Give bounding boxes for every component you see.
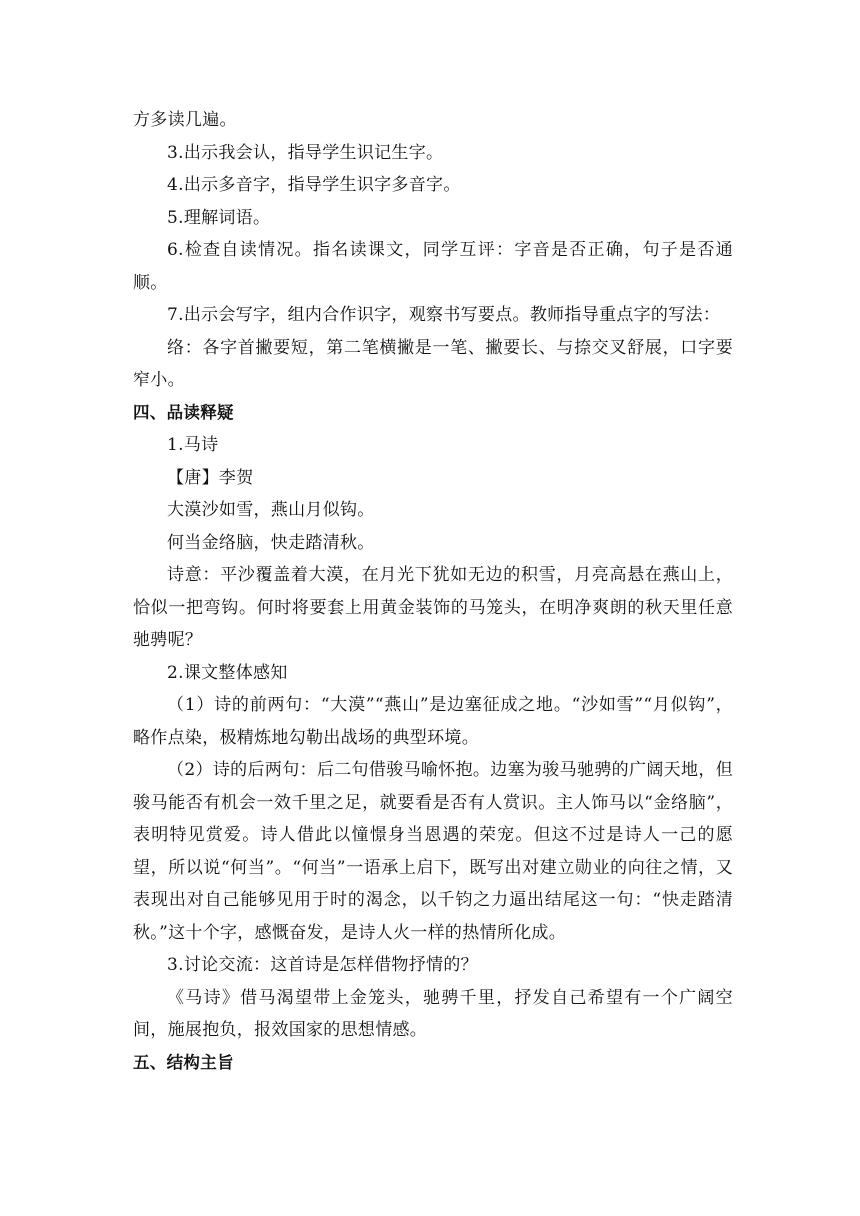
discussion-label: 3.讨论交流：这首诗是怎样借物抒情的？ — [167, 955, 478, 975]
poem-line-2: 何当金络脑，快走踏清秋。 — [167, 532, 375, 553]
writing-note: 络：各字首撇要短，第二笔横撇是一笔、撇要长、与捺交叉舒展，口字要窄小。 — [133, 337, 733, 390]
step-6: 6.检查自读情况。指名读课文，同学互评：字音是否正确，句子是否通顺。 — [133, 240, 733, 293]
step-7: 7.出示会写字，组内合作识字，观察书写要点。教师指导重点字的写法： — [167, 305, 721, 325]
poem-meaning: 诗意：平沙覆盖着大漠，在月光下犹如无边的积雪，月亮高悬在燕山上，恰似一把弯钩。何时将要套上用黄金装饰的马笼头，在明净爽朗的秋天里任意驰骋呢？ — [133, 565, 733, 650]
analysis-first-two-lines: （1）诗的前两句：“大漠”“燕山”是边塞征成之地。“沙如雪”“月似钩”，略作点染，极精炼地勾勒出战场的典型环境。 — [133, 695, 733, 748]
document-body — [133, 104, 733, 1079]
step-3: 3.出示我会认，指导学生识记生字。 — [167, 142, 444, 163]
step-5: 5.理解词语。 — [167, 207, 271, 228]
overall-perception-label: 2.课文整体感知 — [167, 662, 288, 683]
step-4: 4.出示多音字，指导学生识字多音字。 — [167, 175, 461, 195]
poem-label: 1.马诗 — [167, 435, 219, 455]
paragraph-continuation: 方多读几遍。 — [133, 110, 237, 130]
section-heading-4: 四、品读释疑 — [133, 402, 234, 422]
section-heading-5: 五、结构主旨 — [133, 1052, 234, 1072]
discussion-answer: 《马诗》借马渴望带上金笼头，驰骋千里，抒发自己希望有一个广阔空间，施展抱负，报效国家的思想情感。 — [133, 987, 733, 1040]
analysis-last-two-lines: （2）诗的后两句：后二句借骏马喻怀抱。边塞为骏马驰骋的广阔天地，但骏马能否有机会一效千里之足，就要看是否有人赏识。主人饰马以“金络脑”，表明特见赏爱。诗人借此以憧憬身当恩遇的荣宠。但这不过是诗人一己的愿望，所以说“何当”。“何当”一语承上启下，既写出对建立勋业的向往之情，又表现出对自己能够见用于时的渴念，以千钧之力逼出结尾这一句：“快走踏清秋。”这十个字，感慨奋发，是诗人火一样的热情所化成。 — [133, 760, 733, 943]
poem-author: 【唐】李贺 — [167, 467, 254, 488]
poem-line-1: 大漠沙如雪，燕山月似钩。 — [167, 500, 375, 520]
